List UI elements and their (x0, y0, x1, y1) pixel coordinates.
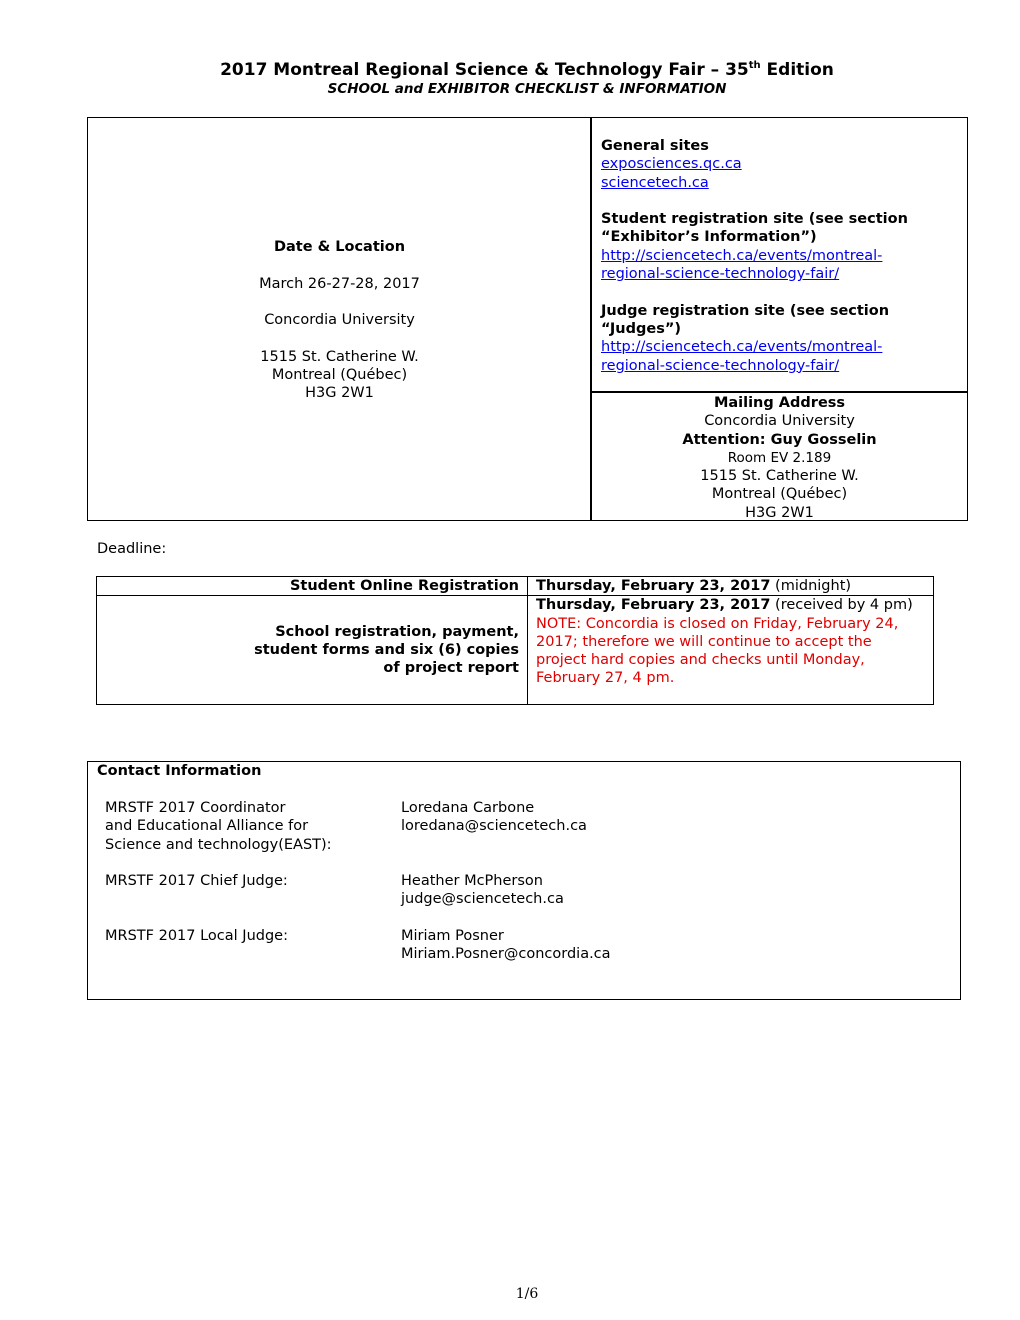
student-registration-heading-cont: “Exhibitor’s Information”) (601, 229, 817, 246)
deadline-date-cell: Thursday, February 23, 2017 (received by 4 pm) NOTE: Concordia is closed on Friday, February 24, 2017; therefore we will continue to accept the project hard copies and checks until Monday, February 27, 4 pm. (528, 596, 934, 705)
mailing-city: Montreal (Québec) (711, 486, 848, 503)
event-city: Montreal (Québec) (271, 367, 408, 384)
mailing-venue: Concordia University (704, 413, 855, 430)
mailing-street: 1515 St. Catherine W. (700, 468, 859, 485)
local-judge-email: Miriam.Posner@concordia.ca (401, 946, 611, 963)
mailing-room: Room EV 2.189 (727, 449, 832, 466)
local-judge-role: MRSTF 2017 Local Judge: (105, 928, 288, 944)
coordinator-role-cont: and Educational Alliance for (105, 818, 309, 835)
coordinator-role: MRSTF 2017 Coordinator (105, 800, 286, 816)
coordinator-role-cont-2: Science and technology(EAST): (105, 836, 332, 853)
mailing-address-panel (591, 394, 968, 522)
judge-registration-heading: Judge registration site (see section (601, 302, 890, 319)
page-subtitle: SCHOOL and EXHIBITOR CHECKLIST & INFORMATION (327, 81, 727, 97)
event-venue: Concordia University (264, 312, 415, 329)
deadline-table (96, 576, 934, 705)
event-dates: March 26-27-28, 2017 (259, 275, 420, 292)
exposciences-link[interactable]: exposciences.qc.ca (601, 156, 742, 173)
closure-note: NOTE: Concordia is closed on Friday, February 24, 2017; therefore we will continue to accept the project hard copies and checks until Monday, February 27, 4 pm. (536, 615, 899, 687)
judge-registration-link-cont[interactable]: regional-science-technology-fair/ (601, 357, 840, 374)
deadline-label: Deadline: (97, 541, 167, 557)
info-table-divider-horizontal (591, 391, 968, 393)
event-street: 1515 St. Catherine W. (260, 348, 419, 365)
table-row (97, 596, 934, 705)
student-registration-link[interactable]: http://sciencetech.ca/events/montreal- (601, 247, 883, 264)
date-location-heading: Date & Location (273, 239, 406, 255)
judge-registration-heading-cont: “Judges”) (601, 320, 681, 337)
general-sites-heading: General sites (601, 138, 709, 154)
deadline-label-cell: Student Online Registration (97, 577, 528, 596)
sites-panel (601, 137, 961, 375)
deadline-date-cell: Thursday, February 23, 2017 (midnight) (528, 577, 934, 596)
contact-heading: Contact Information (97, 763, 262, 779)
coordinator-name: Loredana Carbone (401, 800, 535, 816)
page-title: 2017 Montreal Regional Science & Technology Fair – 35th Edition (220, 60, 834, 80)
judge-registration-link[interactable]: http://sciencetech.ca/events/montreal- (601, 339, 883, 356)
table-row (97, 577, 934, 596)
mailing-postal: H3G 2W1 (745, 504, 814, 521)
sciencetech-link[interactable]: sciencetech.ca (601, 174, 709, 191)
coordinator-email: loredana@sciencetech.ca (401, 818, 587, 835)
chief-judge-role: MRSTF 2017 Chief Judge: (105, 873, 288, 889)
page-number: 1/6 (515, 1286, 539, 1302)
chief-judge-email: judge@sciencetech.ca (401, 891, 564, 908)
deadline-label-cell: School registration, payment, student forms and six (6) copies of project report (97, 596, 528, 705)
chief-judge-name: Heather McPherson (401, 873, 543, 889)
local-judge-name: Miriam Posner (401, 928, 504, 944)
student-registration-link-cont[interactable]: regional-science-technology-fair/ (601, 266, 840, 283)
date-location-panel (89, 238, 590, 403)
student-registration-heading: Student registration site (see section (601, 211, 908, 228)
mailing-attention: Attention: Guy Gosselin (682, 431, 877, 448)
mailing-address-heading: Mailing Address (713, 395, 846, 411)
event-postal: H3G 2W1 (305, 385, 374, 402)
